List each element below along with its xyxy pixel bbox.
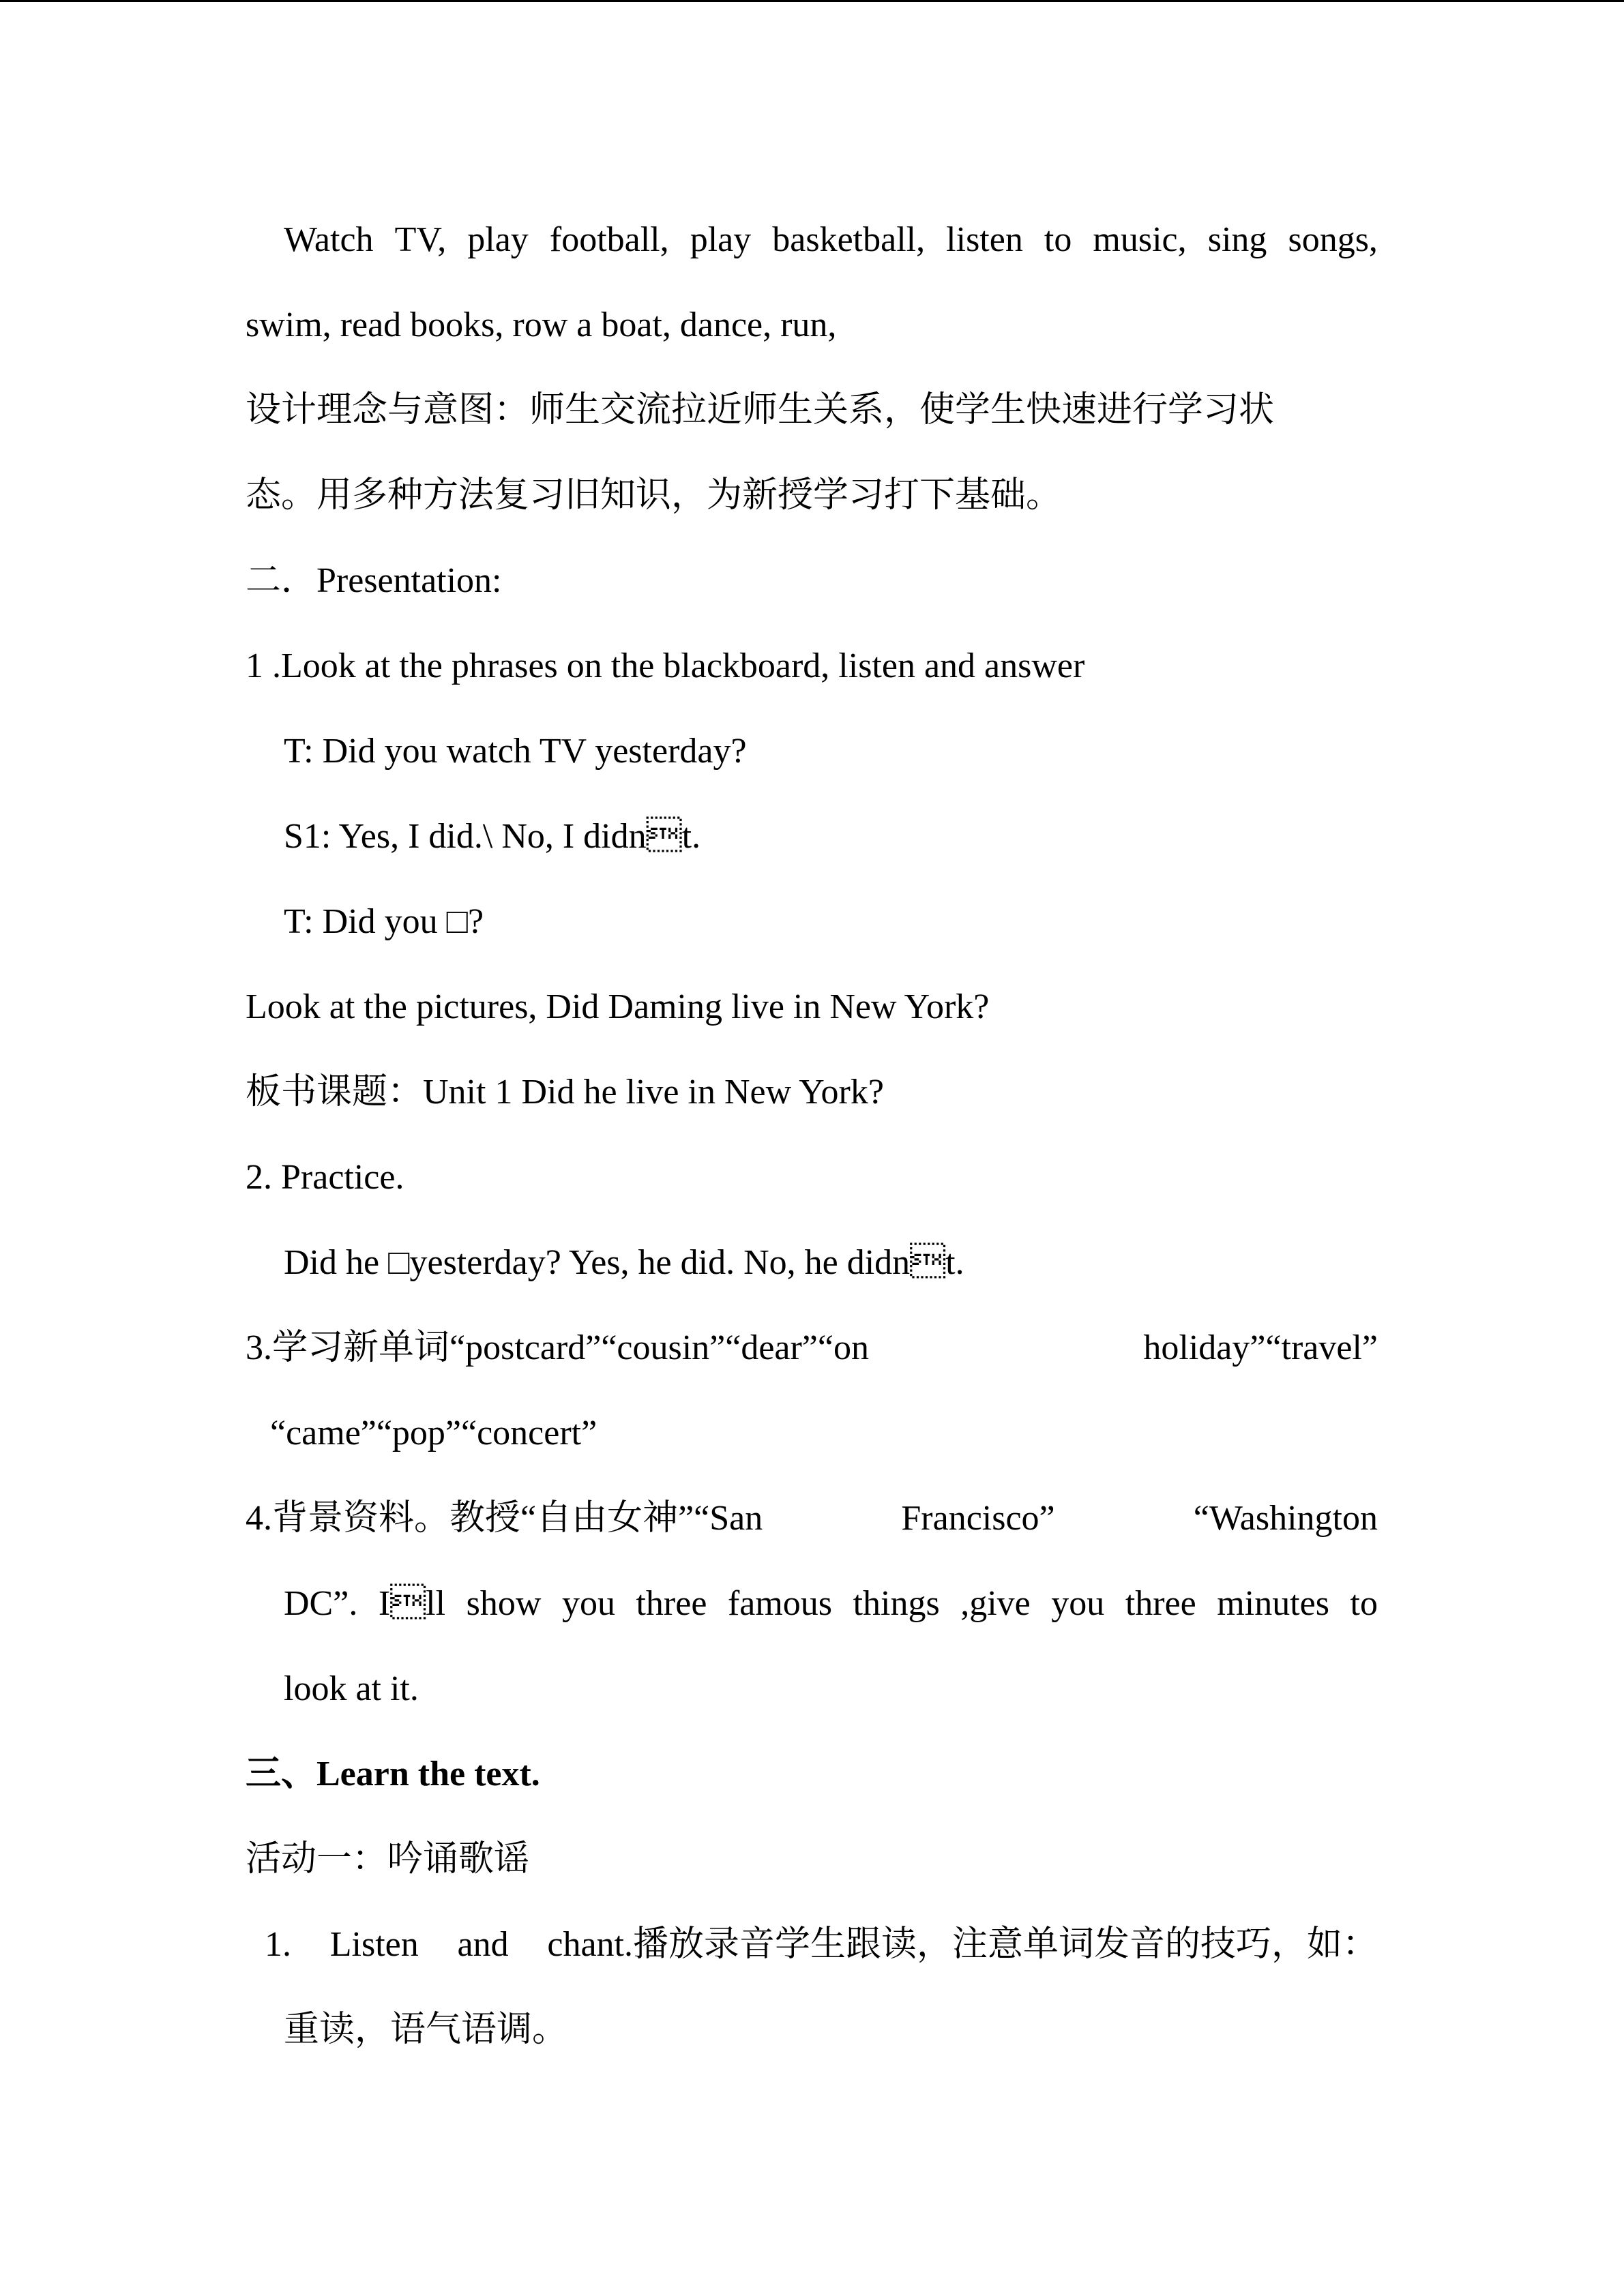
word: to	[1350, 1584, 1378, 1623]
picture-question: Look at the pictures, Did Daming live in New York?	[246, 987, 990, 1026]
dialogue-teacher-2: T: Did you □?	[284, 902, 484, 941]
section-heading-presentation: 二．Presentation:	[246, 561, 502, 600]
dialogue-teacher-1: T: Did you watch TV yesterday?	[284, 732, 747, 771]
text-segment: 3.学习新单词“postcard”“cousin”“dear”“on	[246, 1328, 869, 1367]
text-segment: 1.	[265, 1925, 291, 1964]
word: music,	[1093, 220, 1187, 259]
text-segment: Listen	[329, 1925, 419, 1964]
text-segment: chant.播放录音学生跟读，注意单词发音的技巧，如：	[547, 1925, 1378, 1964]
word: things	[853, 1584, 940, 1623]
word: play	[690, 220, 752, 259]
word: you	[561, 1584, 615, 1623]
word: show	[466, 1584, 542, 1623]
text-segment: “Washington	[1193, 1499, 1378, 1538]
word: famous	[727, 1584, 833, 1623]
blackboard-title: 板书课题：Unit 1 Did he live in New York?	[246, 1073, 884, 1112]
step-4-background-line-1	[246, 1497, 1378, 1540]
word: sing	[1207, 220, 1267, 259]
design-intent-line-1: 设计理念与意图：师生交流拉近师生关系，使学生快速进行学习状	[246, 391, 1275, 430]
activity-1-heading: 活动一：吟诵歌谣	[246, 1840, 530, 1879]
word: three	[1125, 1584, 1196, 1623]
text-segment: and	[457, 1925, 509, 1964]
word: songs,	[1288, 220, 1378, 259]
word: football,	[549, 220, 669, 259]
text-segment: Francisco”	[901, 1499, 1055, 1538]
step-1-instruction: 1 .Look at the phrases on the blackboard, listen and answer	[246, 646, 1085, 685]
word: to	[1044, 220, 1072, 259]
word: minutes	[1217, 1584, 1329, 1623]
step-3-new-words-line-2: “came”“pop”“concert”	[270, 1414, 597, 1452]
design-intent-line-2: 态。用多种方法复习旧知识，为新授学习打下基础。	[246, 476, 1062, 515]
word: listen	[946, 220, 1023, 259]
section-heading-learn-text: 三、Learn the text.	[246, 1755, 540, 1793]
word: ,give	[960, 1584, 1031, 1623]
step-4-background-line-2	[284, 1582, 1378, 1626]
activity-list-line-2: swim, read books, row a boat, dance, run,	[246, 305, 837, 344]
word: play	[467, 220, 529, 259]
word: you	[1051, 1584, 1105, 1623]
text-segment: 4.背景资料。教授“自由女神”“San	[246, 1499, 763, 1538]
word: Watch	[284, 220, 374, 259]
step-4-background-line-3: look at it.	[284, 1669, 419, 1708]
activity-list-line-1	[284, 218, 1378, 262]
word: three	[636, 1584, 707, 1623]
step-2-practice: 2. Practice.	[246, 1158, 404, 1197]
text-segment: holiday”“travel”	[1143, 1328, 1378, 1367]
practice-sentence: Did he □yesterday? Yes, he did. No, he didnt.	[284, 1243, 964, 1282]
top-border-line	[0, 0, 1624, 2]
step-3-new-words-line-1	[246, 1326, 1378, 1370]
word: Ill	[378, 1584, 446, 1623]
activity-1-step-1-line-2: 重读，语气语调。	[284, 2010, 568, 2049]
activity-1-step-1-line-1	[265, 1923, 1378, 1967]
word: TV,	[394, 220, 447, 259]
word: DC”.	[284, 1584, 358, 1623]
word: basketball,	[772, 220, 926, 259]
dialogue-student-1: S1: Yes, I did.\ No, I didnt.	[284, 817, 701, 856]
